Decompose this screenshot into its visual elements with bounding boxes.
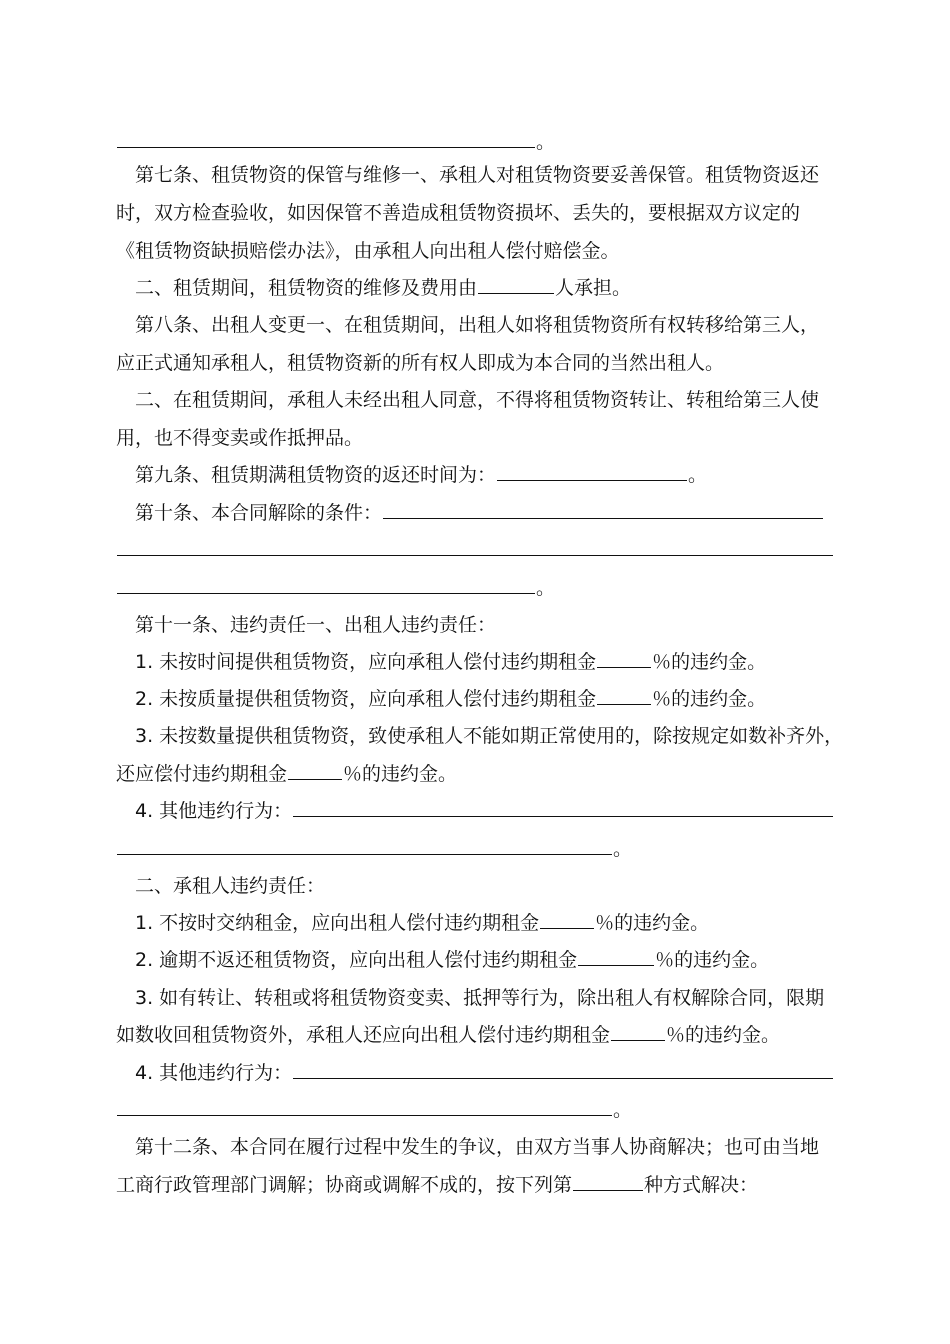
fill-in-blank — [383, 498, 823, 519]
fill-in-blank — [293, 1058, 833, 1079]
article-10-blank-line: 。 — [116, 569, 856, 607]
fill-in-blank — [293, 796, 833, 817]
fill-in-blank — [117, 535, 833, 556]
article-7-item-2: 二、租赁期间，租赁物资的维修及费用由 人承担。 — [135, 269, 875, 307]
fill-in-blank — [117, 573, 535, 594]
article-7-paragraph: 第七条、租赁物资的保管与维修一、承租人对租赁物资要妥善保管。租赁物资返还 — [135, 164, 820, 186]
lessor-breach-item-3: 3. 未按数量提供租赁物资，致使承租人不能如期正常使用的，除按规定如数补齐外， — [135, 725, 844, 747]
lessee-breach-item-3: 3. 如有转让、转租或将租赁物资变卖、抵押等行为，除出租人有权解除合同，限期 — [135, 987, 825, 1009]
article-8-paragraph: 第八条、出租人变更一、在租赁期间，出租人如将租赁物资所有权转移给第三人， — [135, 314, 820, 336]
lessor-breach-blank-line: 。 — [116, 830, 856, 868]
lessor-breach-item-2: 2. 未按质量提供租赁物资，应向承租人偿付违约期租金 ％的违约金。 — [135, 680, 875, 718]
fill-in-blank — [597, 684, 651, 705]
article-8-item-2: 用，也不得变卖或作抵押品。 — [116, 427, 364, 449]
article-12-paragraph: 第十二条、本合同在履行过程中发生的争议，由双方当事人协商解决；也可由当地 — [135, 1136, 820, 1158]
article-8-paragraph: 应正式通知承租人，租赁物资新的所有权人即成为本合同的当然出租人。 — [116, 352, 725, 374]
fill-in-blank — [497, 460, 687, 481]
fill-in-blank — [117, 127, 535, 148]
lessee-breach-item-1: 1. 不按时交纳租金，应向出租人偿付违约期租金 ％的违约金。 — [135, 904, 875, 942]
article-10-blank-line — [116, 531, 856, 569]
lessee-breach-item-4: 4. 其他违约行为： — [135, 1054, 835, 1092]
article-7-paragraph: 时，双方检查验收，如因保管不善造成租赁物资损坏、丢失的，要根据双方议定的 — [116, 202, 801, 224]
fill-in-blank — [478, 273, 554, 294]
lessee-breach-heading: 二、承租人违约责任： — [135, 875, 326, 897]
lessee-breach-item-2: 2. 逾期不返还租赁物资，应向出租人偿付违约期租金 ％的违约金。 — [135, 941, 875, 979]
fill-in-blank — [540, 908, 594, 929]
fill-in-blank — [288, 759, 342, 780]
article-8-item-2: 二、在租赁期间，承租人未经出租人同意，不得将租赁物资转让、转租给第三人使 — [135, 389, 820, 411]
trailing-blank-line: 。 — [116, 123, 856, 161]
fill-in-blank — [611, 1020, 665, 1041]
fill-in-blank — [578, 945, 654, 966]
lessor-breach-item-4: 4. 其他违约行为： — [135, 792, 835, 830]
lessee-breach-blank-line: 。 — [116, 1091, 856, 1129]
fill-in-blank — [597, 647, 651, 668]
lessor-breach-item-3: 还应偿付违约期租金 ％的违约金。 — [116, 755, 856, 793]
article-10: 第十条、本合同解除的条件： — [135, 494, 835, 532]
fill-in-blank — [573, 1170, 643, 1191]
fill-in-blank — [117, 1095, 612, 1116]
article-12-paragraph: 工商行政管理部门调解；协商或调解不成的，按下列第 种方式解决： — [116, 1166, 856, 1204]
fill-in-blank — [117, 834, 612, 855]
article-11-heading: 第十一条、违约责任一、出租人违约责任： — [135, 614, 497, 636]
lessee-breach-item-3: 如数收回租赁物资外，承租人还应向出租人偿付违约期租金 ％的违约金。 — [116, 1016, 856, 1054]
lessor-breach-item-1: 1. 未按时间提供租赁物资，应向承租人偿付违约期租金 ％的违约金。 — [135, 643, 875, 681]
article-7-paragraph: 《租赁物资缺损赔偿办法》，由承租人向出租人偿付赔偿金。 — [116, 240, 620, 262]
article-9: 第九条、租赁期满租赁物资的返还时间为： 。 — [135, 456, 875, 494]
